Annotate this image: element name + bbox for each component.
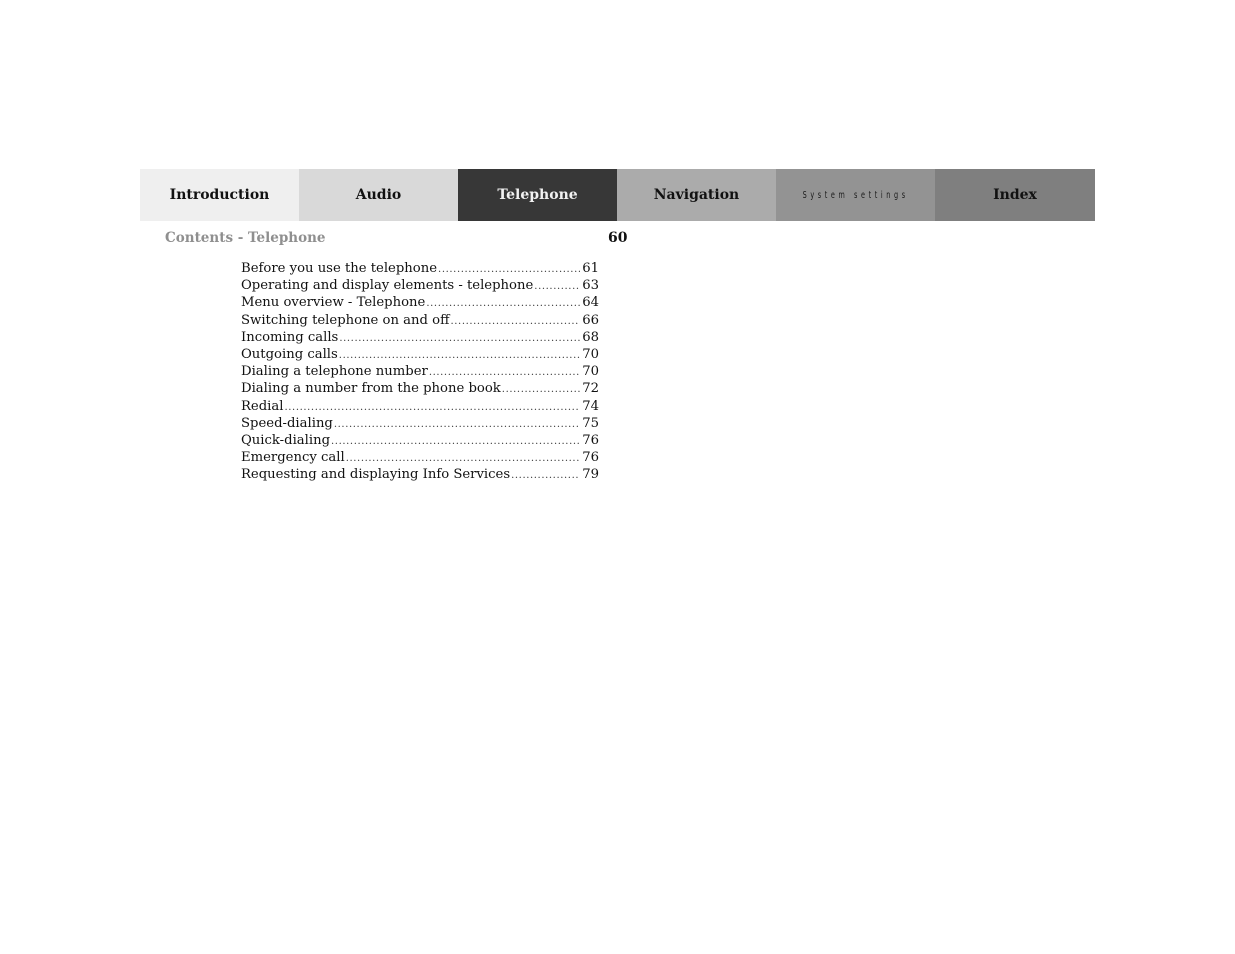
toc-item-title: Dialing a telephone number [241,364,428,380]
table-of-contents [241,261,599,484]
toc-item[interactable] [241,261,599,278]
toc-item-title: Incoming calls [241,329,339,345]
toc-item-page: 76 [582,432,599,448]
toc-dot-leader [339,333,580,344]
toc-item-page: 72 [582,381,599,397]
toc-item[interactable] [241,399,599,416]
toc-dot-leader [534,281,580,292]
section-title: Contents - Telephone [165,230,326,246]
toc-dot-leader [339,350,580,361]
toc-item[interactable] [241,313,599,330]
tab-navigation[interactable] [617,169,776,221]
toc-item-page: 70 [582,364,599,380]
toc-item-page: 64 [582,295,599,311]
toc-item-title: Redial [241,398,284,414]
toc-item-page: 70 [582,346,599,362]
toc-dot-leader [438,264,580,275]
page-number: 60 [608,230,628,246]
toc-item-page: 63 [582,278,599,294]
tab-introduction[interactable] [140,169,299,221]
toc-item[interactable] [241,433,599,450]
toc-item-page: 79 [582,467,599,483]
toc-item-page: 75 [582,415,599,431]
toc-item-page: 76 [582,450,599,466]
chapter-tab-bar [140,169,1095,221]
toc-item-title: Dialing a number from the phone book [241,381,501,397]
toc-dot-leader [426,298,580,309]
toc-item[interactable] [241,364,599,381]
toc-item-page: 74 [582,398,599,414]
toc-dot-leader [334,419,580,430]
toc-item-title: Switching telephone on and off [241,312,450,328]
toc-item-title: Speed-dialing [241,415,333,431]
toc-item[interactable] [241,467,599,484]
toc-item-title: Before you use the telephone [241,261,438,276]
toc-dot-leader [331,436,580,447]
toc-item-page: 61 [582,261,599,276]
tab-system-settings-label: System settings [802,189,909,201]
toc-item-title: Quick-dialing [241,432,331,448]
toc-item-title: Operating and display elements - telephone [241,278,534,294]
toc-item-title: Menu overview - Telephone [241,295,426,311]
tab-telephone-label: Telephone [497,187,578,203]
tab-index[interactable] [935,169,1095,221]
tab-audio[interactable] [299,169,458,221]
tab-audio-label: Audio [355,187,402,203]
toc-item-title: Requesting and displaying Info Services [241,467,511,483]
tab-introduction-label: Introduction [169,187,270,203]
tab-system-settings[interactable] [776,169,935,221]
toc-item[interactable] [241,295,599,312]
toc-item[interactable] [241,416,599,433]
toc-dot-leader [284,402,580,413]
toc-item-title: Outgoing calls [241,346,338,362]
toc-dot-leader [511,470,580,481]
toc-dot-leader [450,316,580,327]
tab-navigation-label: Navigation [653,187,740,203]
toc-item[interactable] [241,330,599,347]
toc-dot-leader [429,367,580,378]
toc-item[interactable] [241,278,599,295]
toc-dot-leader [502,384,580,395]
toc-item-page: 68 [582,329,599,345]
toc-item[interactable] [241,347,599,364]
toc-item-title: Emergency call [241,450,345,466]
toc-item-page: 66 [582,312,599,328]
tab-index-label: Index [993,187,1037,203]
toc-item[interactable] [241,381,599,398]
toc-item[interactable] [241,450,599,467]
toc-dot-leader [346,453,581,464]
tab-telephone[interactable] [458,169,617,221]
